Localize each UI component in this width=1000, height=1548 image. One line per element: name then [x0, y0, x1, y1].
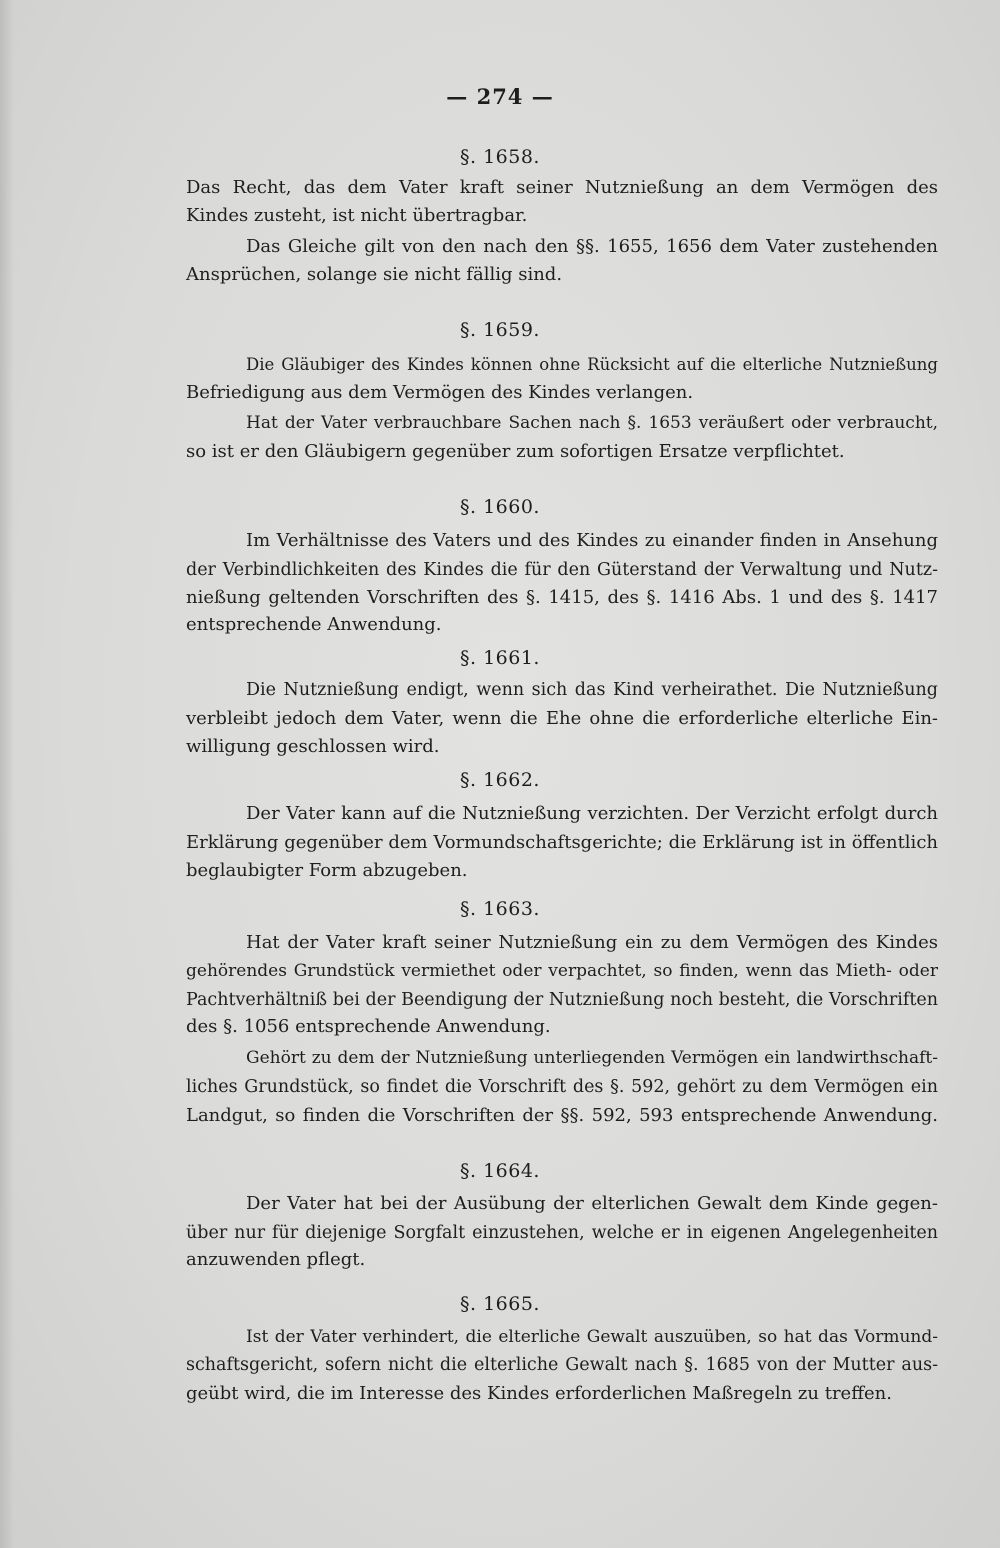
text-line: so ist er den Gläubigern gegenüber zum sofortigen Ersatze verpflichtet.: [186, 441, 845, 462]
text-line: Der Vater hat bei der Ausübung der elterlichen Gewalt dem Kinde gegen-: [246, 1193, 938, 1214]
text-line: Die Gläubiger des Kindes können ohne Rücksicht auf die elterliche Nutznießung: [246, 355, 938, 374]
text-line: Das Gleiche gilt von den nach den §§. 1655, 1656 dem Vater zustehenden: [246, 236, 938, 257]
text-line: Das Recht, das dem Vater kraft seiner Nutznießung an dem Vermögen des: [186, 177, 938, 198]
text-line: Ist der Vater verhindert, die elterliche Gewalt auszuüben, so hat das Vormund-: [246, 1327, 938, 1347]
text-line: willigung geschlossen wird.: [186, 736, 440, 757]
section-heading-1660: §. 1660.: [460, 496, 540, 518]
section-heading-1661: §. 1661.: [460, 647, 540, 669]
text-line: Die Nutznießung endigt, wenn sich das Kind verheirathet. Die Nutznießung: [246, 680, 938, 700]
section-heading-1663: §. 1663.: [460, 898, 540, 920]
section-heading-1659: §. 1659.: [460, 319, 540, 341]
text-line: des §. 1056 entsprechende Anwendung.: [186, 1016, 551, 1037]
text-line: liches Grundstück, so findet die Vorschrift des §. 592, gehört zu dem Vermögen ein: [186, 1077, 938, 1097]
text-line: Hat der Vater verbrauchbare Sachen nach §. 1653 veräußert oder verbraucht,: [246, 413, 938, 433]
text-line: schaftsgericht, sofern nicht die elterliche Gewalt nach §. 1685 von der Mutter aus-: [186, 1355, 938, 1375]
section-heading-1662: §. 1662.: [460, 769, 540, 791]
text-line: Erklärung gegenüber dem Vormundschaftsgerichte; die Erklärung ist in öffentlich: [186, 832, 938, 853]
text-line: anzuwenden pflegt.: [186, 1249, 366, 1270]
text-line: Ansprüchen, solange sie nicht fällig sind.: [186, 264, 563, 285]
section-heading-1665: §. 1665.: [460, 1293, 540, 1315]
text-line: entsprechende Anwendung.: [186, 614, 442, 635]
text-line: nießung geltenden Vorschriften des §. 1415, des §. 1416 Abs. 1 und des §. 1417: [186, 587, 938, 608]
text-line: geübt wird, die im Interesse des Kindes erforderlichen Maßregeln zu treffen.: [186, 1383, 892, 1404]
page-number: — 274 —: [446, 84, 554, 109]
text-line: beglaubigter Form abzugeben.: [186, 860, 468, 881]
text-line: gehörendes Grundstück vermiethet oder verpachtet, so finden, wenn das Mieth- oder: [186, 961, 938, 981]
text-line: Hat der Vater kraft seiner Nutznießung ein zu dem Vermögen des Kindes: [246, 932, 938, 953]
text-line: Kindes zusteht, ist nicht übertragbar.: [186, 205, 528, 226]
text-line: der Verbindlichkeiten des Kindes die für den Güterstand der Verwaltung und Nutz-: [186, 560, 938, 580]
text-line: Landgut, so finden die Vorschriften der §§. 592, 593 entsprechende Anwendung.: [186, 1105, 938, 1126]
text-line: verbleibt jedoch dem Vater, wenn die Ehe ohne die erforderliche elterliche Ein-: [186, 708, 938, 729]
text-line: Pachtverhältniß bei der Beendigung der Nutznießung noch besteht, die Vorschriften: [186, 990, 938, 1010]
text-line: Im Verhältnisse des Vaters und des Kindes zu einander finden in Ansehung: [246, 530, 938, 551]
section-heading-1664: §. 1664.: [460, 1160, 540, 1182]
text-line: Der Vater kann auf die Nutznießung verzichten. Der Verzicht erfolgt durch: [246, 803, 938, 824]
text-line: Gehört zu dem der Nutznießung unterliegenden Vermögen ein landwirthschaft-: [246, 1048, 938, 1068]
text-line: Befriedigung aus dem Vermögen des Kindes verlangen.: [186, 382, 694, 403]
section-heading-1658: §. 1658.: [460, 146, 540, 168]
text-line: über nur für diejenige Sorgfalt einzustehen, welche er in eigenen Angelegenheiten: [186, 1223, 938, 1243]
